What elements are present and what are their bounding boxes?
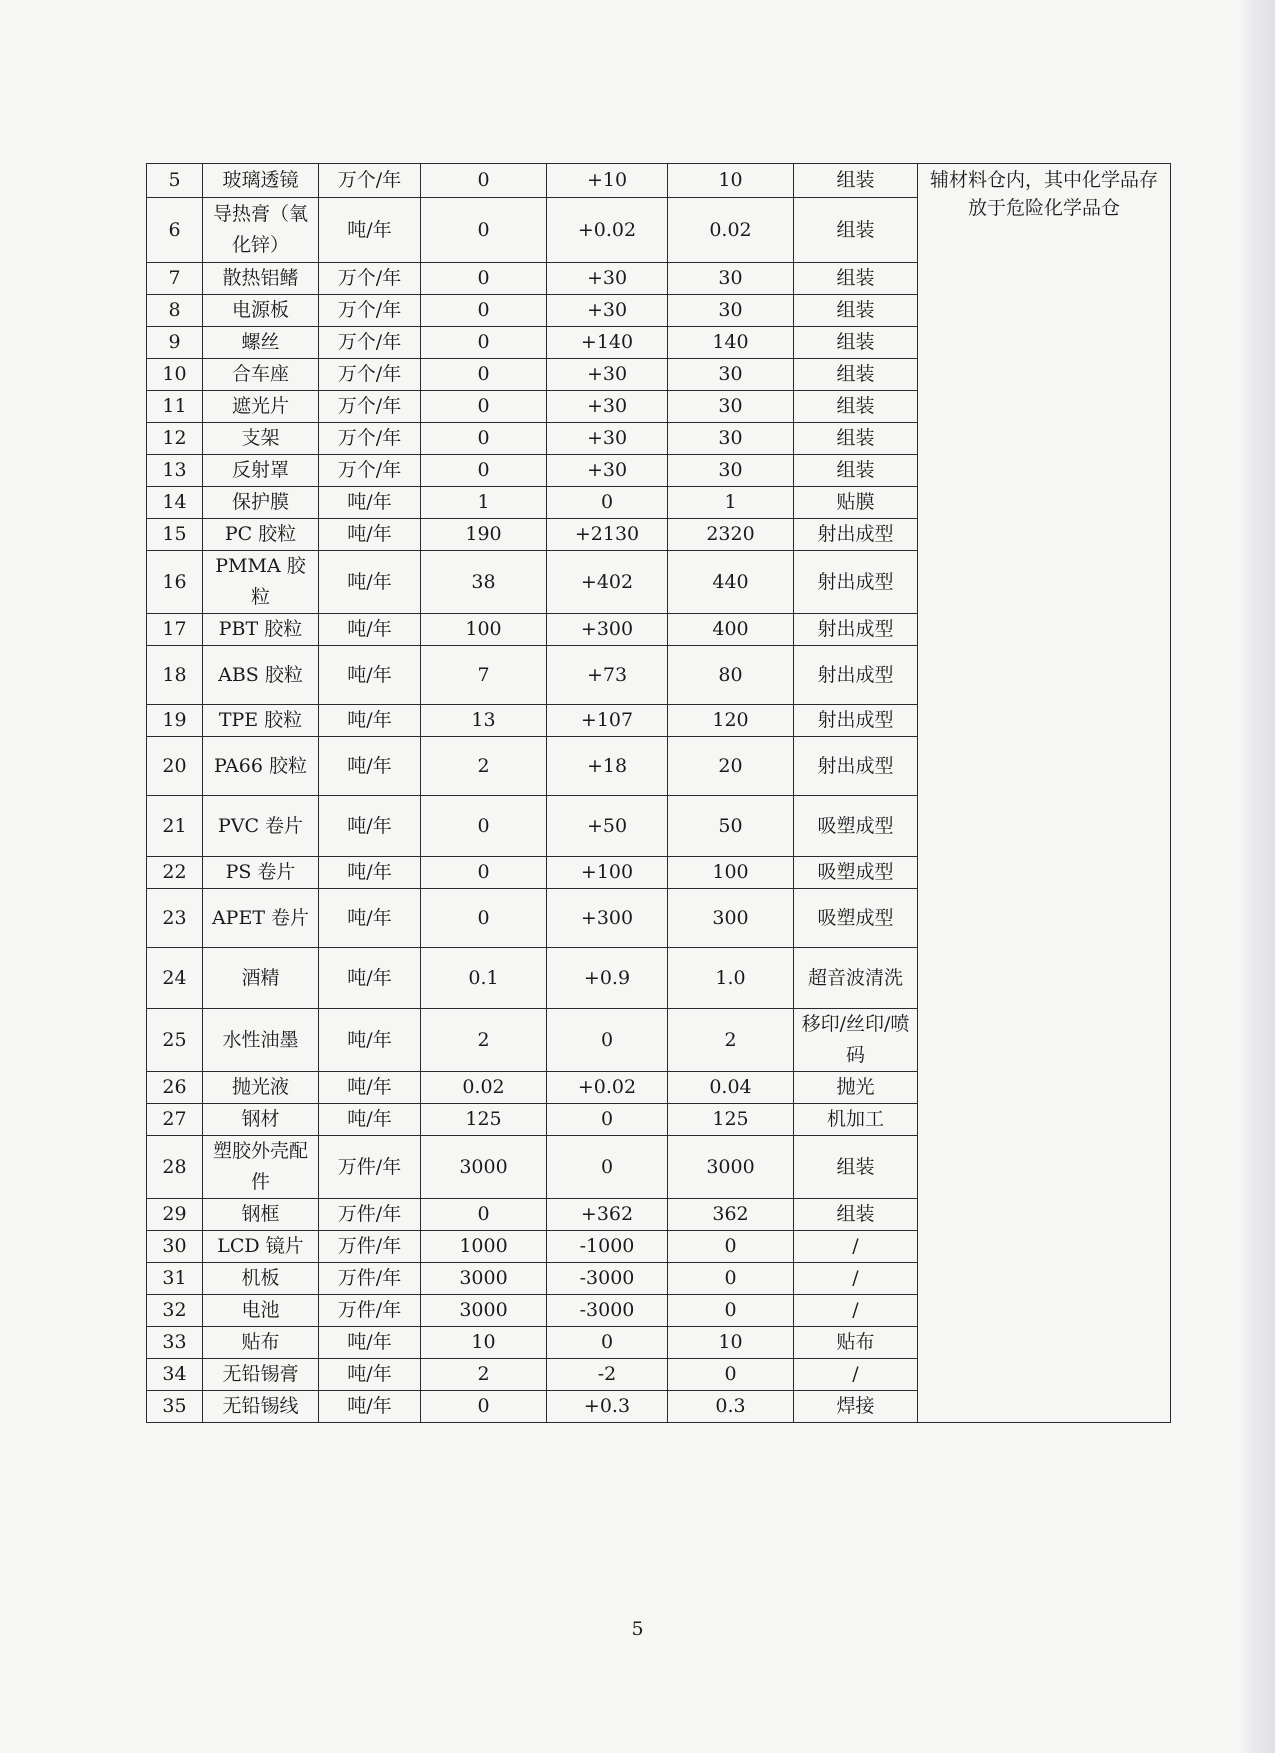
material-unit: 万个/年 (319, 455, 421, 487)
amount-change: +0.3 (547, 1391, 668, 1423)
amount-change: +140 (547, 327, 668, 359)
usage-process: 射出成型 (794, 519, 918, 551)
usage-process: 射出成型 (794, 551, 918, 614)
table-body (147, 164, 1171, 1423)
usage-process: 吸塑成型 (794, 857, 918, 889)
amount-after: 50 (668, 796, 794, 857)
amount-change: +10 (547, 164, 668, 198)
usage-process: 超音波清洗 (794, 948, 918, 1009)
usage-process: 移印/丝印/喷码 (794, 1009, 918, 1072)
amount-before: 3000 (421, 1136, 547, 1199)
usage-process: 射出成型 (794, 646, 918, 705)
material-name: 反射罩 (203, 455, 319, 487)
amount-change: +73 (547, 646, 668, 705)
amount-after: 30 (668, 359, 794, 391)
amount-before: 0 (421, 889, 547, 948)
material-unit: 吨/年 (319, 705, 421, 737)
usage-process: 组装 (794, 164, 918, 198)
amount-after: 3000 (668, 1136, 794, 1199)
row-number: 14 (147, 487, 203, 519)
amount-change: +2130 (547, 519, 668, 551)
amount-after: 362 (668, 1199, 794, 1231)
amount-before: 0 (421, 423, 547, 455)
material-unit: 万个/年 (319, 391, 421, 423)
amount-after: 140 (668, 327, 794, 359)
usage-process: 组装 (794, 198, 918, 263)
amount-before: 3000 (421, 1295, 547, 1327)
material-name: 支架 (203, 423, 319, 455)
amount-before: 0 (421, 359, 547, 391)
amount-after: 440 (668, 551, 794, 614)
amount-after: 0.3 (668, 1391, 794, 1423)
row-number: 30 (147, 1231, 203, 1263)
amount-before: 1 (421, 487, 547, 519)
row-number: 29 (147, 1199, 203, 1231)
row-number: 25 (147, 1009, 203, 1072)
usage-process: 机加工 (794, 1104, 918, 1136)
amount-after: 2320 (668, 519, 794, 551)
raw-materials-table (146, 163, 1171, 1423)
amount-after: 20 (668, 737, 794, 796)
row-number: 27 (147, 1104, 203, 1136)
amount-change: +0.02 (547, 1072, 668, 1104)
material-unit: 吨/年 (319, 1391, 421, 1423)
amount-after: 30 (668, 391, 794, 423)
material-name: 散热铝鳍 (203, 263, 319, 295)
material-name: 钢框 (203, 1199, 319, 1231)
material-unit: 万件/年 (319, 1231, 421, 1263)
amount-change: -2 (547, 1359, 668, 1391)
row-number: 21 (147, 796, 203, 857)
material-name: APET 卷片 (203, 889, 319, 948)
usage-process: 贴膜 (794, 487, 918, 519)
amount-change: 0 (547, 1009, 668, 1072)
row-number: 17 (147, 614, 203, 646)
amount-before: 2 (421, 1009, 547, 1072)
amount-before: 0 (421, 857, 547, 889)
usage-process: 吸塑成型 (794, 796, 918, 857)
amount-after: 30 (668, 295, 794, 327)
amount-before: 0 (421, 198, 547, 263)
amount-after: 400 (668, 614, 794, 646)
row-number: 20 (147, 737, 203, 796)
row-number: 16 (147, 551, 203, 614)
material-unit: 吨/年 (319, 796, 421, 857)
storage-note: 辅材料仓内，其中化学品存放于危险化学品仓 (918, 164, 1171, 1423)
usage-process: 组装 (794, 327, 918, 359)
row-number: 34 (147, 1359, 203, 1391)
amount-after: 0.04 (668, 1072, 794, 1104)
usage-process: / (794, 1295, 918, 1327)
amount-after: 30 (668, 423, 794, 455)
amount-change: +30 (547, 263, 668, 295)
amount-before: 0 (421, 263, 547, 295)
row-number: 15 (147, 519, 203, 551)
row-number: 33 (147, 1327, 203, 1359)
usage-process: 组装 (794, 295, 918, 327)
amount-before: 7 (421, 646, 547, 705)
usage-process: 组装 (794, 1136, 918, 1199)
material-unit: 吨/年 (319, 1104, 421, 1136)
material-name: PS 卷片 (203, 857, 319, 889)
usage-process: 组装 (794, 423, 918, 455)
amount-change: +30 (547, 455, 668, 487)
amount-before: 0.02 (421, 1072, 547, 1104)
material-unit: 万件/年 (319, 1295, 421, 1327)
amount-after: 120 (668, 705, 794, 737)
amount-after: 0 (668, 1359, 794, 1391)
amount-change: 0 (547, 1104, 668, 1136)
row-number: 9 (147, 327, 203, 359)
material-unit: 吨/年 (319, 646, 421, 705)
usage-process: 组装 (794, 263, 918, 295)
row-number: 18 (147, 646, 203, 705)
material-unit: 吨/年 (319, 1009, 421, 1072)
amount-after: 0 (668, 1295, 794, 1327)
material-name: 钢材 (203, 1104, 319, 1136)
amount-after: 0 (668, 1263, 794, 1295)
amount-change: +100 (547, 857, 668, 889)
amount-after: 1 (668, 487, 794, 519)
row-number: 31 (147, 1263, 203, 1295)
amount-change: +30 (547, 391, 668, 423)
row-number: 10 (147, 359, 203, 391)
amount-before: 2 (421, 1359, 547, 1391)
row-number: 11 (147, 391, 203, 423)
amount-change: +300 (547, 889, 668, 948)
usage-process: / (794, 1231, 918, 1263)
row-number: 28 (147, 1136, 203, 1199)
material-name: 无铅锡膏 (203, 1359, 319, 1391)
amount-before: 0 (421, 1199, 547, 1231)
row-number: 24 (147, 948, 203, 1009)
amount-before: 13 (421, 705, 547, 737)
material-name: PBT 胶粒 (203, 614, 319, 646)
amount-after: 300 (668, 889, 794, 948)
material-unit: 吨/年 (319, 889, 421, 948)
material-name: 塑胶外壳配件 (203, 1136, 319, 1199)
usage-process: 组装 (794, 359, 918, 391)
amount-after: 30 (668, 263, 794, 295)
amount-change: +362 (547, 1199, 668, 1231)
usage-process: 焊接 (794, 1391, 918, 1423)
material-unit: 吨/年 (319, 519, 421, 551)
amount-change: +18 (547, 737, 668, 796)
material-unit: 吨/年 (319, 737, 421, 796)
amount-after: 80 (668, 646, 794, 705)
amount-change: +0.02 (547, 198, 668, 263)
usage-process: / (794, 1359, 918, 1391)
material-unit: 吨/年 (319, 857, 421, 889)
material-unit: 万个/年 (319, 359, 421, 391)
row-number: 7 (147, 263, 203, 295)
amount-change: +30 (547, 423, 668, 455)
material-unit: 万件/年 (319, 1263, 421, 1295)
amount-before: 0 (421, 1391, 547, 1423)
material-unit: 吨/年 (319, 198, 421, 263)
amount-before: 0 (421, 796, 547, 857)
material-name: PC 胶粒 (203, 519, 319, 551)
amount-before: 1000 (421, 1231, 547, 1263)
page-number: 5 (631, 1618, 644, 1640)
material-name: 水性油墨 (203, 1009, 319, 1072)
material-unit: 万件/年 (319, 1199, 421, 1231)
amount-after: 125 (668, 1104, 794, 1136)
usage-process: 组装 (794, 391, 918, 423)
material-name: 酒精 (203, 948, 319, 1009)
material-unit: 吨/年 (319, 487, 421, 519)
material-name: 遮光片 (203, 391, 319, 423)
material-name: 合车座 (203, 359, 319, 391)
material-unit: 万个/年 (319, 423, 421, 455)
table-row (147, 164, 1171, 198)
amount-before: 0 (421, 295, 547, 327)
amount-after: 100 (668, 857, 794, 889)
amount-before: 0 (421, 164, 547, 198)
amount-change: +0.9 (547, 948, 668, 1009)
row-number: 32 (147, 1295, 203, 1327)
amount-change: +30 (547, 295, 668, 327)
row-number: 12 (147, 423, 203, 455)
amount-change: +30 (547, 359, 668, 391)
material-name: ABS 胶粒 (203, 646, 319, 705)
amount-after: 10 (668, 1327, 794, 1359)
material-unit: 万个/年 (319, 295, 421, 327)
row-number: 8 (147, 295, 203, 327)
amount-change: +300 (547, 614, 668, 646)
material-unit: 吨/年 (319, 614, 421, 646)
usage-process: 射出成型 (794, 614, 918, 646)
material-name: 机板 (203, 1263, 319, 1295)
amount-change: -3000 (547, 1295, 668, 1327)
amount-before: 125 (421, 1104, 547, 1136)
amount-after: 30 (668, 455, 794, 487)
amount-change: 0 (547, 1327, 668, 1359)
material-name: 电源板 (203, 295, 319, 327)
material-unit: 万件/年 (319, 1136, 421, 1199)
amount-after: 1.0 (668, 948, 794, 1009)
amount-change: 0 (547, 1136, 668, 1199)
material-name: 电池 (203, 1295, 319, 1327)
amount-change: +50 (547, 796, 668, 857)
amount-before: 38 (421, 551, 547, 614)
material-name: PMMA 胶粒 (203, 551, 319, 614)
usage-process: / (794, 1263, 918, 1295)
amount-before: 2 (421, 737, 547, 796)
usage-process: 射出成型 (794, 737, 918, 796)
amount-before: 10 (421, 1327, 547, 1359)
amount-before: 0 (421, 455, 547, 487)
amount-change: -1000 (547, 1231, 668, 1263)
amount-after: 0.02 (668, 198, 794, 263)
amount-before: 0 (421, 391, 547, 423)
material-unit: 吨/年 (319, 1327, 421, 1359)
usage-process: 抛光 (794, 1072, 918, 1104)
amount-change: -3000 (547, 1263, 668, 1295)
material-name: PVC 卷片 (203, 796, 319, 857)
material-unit: 吨/年 (319, 1359, 421, 1391)
usage-process: 组装 (794, 455, 918, 487)
row-number: 26 (147, 1072, 203, 1104)
amount-before: 100 (421, 614, 547, 646)
material-unit: 万个/年 (319, 327, 421, 359)
amount-before: 0.1 (421, 948, 547, 1009)
amount-after: 2 (668, 1009, 794, 1072)
amount-before: 0 (421, 327, 547, 359)
row-number: 5 (147, 164, 203, 198)
material-unit: 吨/年 (319, 551, 421, 614)
material-unit: 吨/年 (319, 1072, 421, 1104)
material-name: 贴布 (203, 1327, 319, 1359)
amount-change: +107 (547, 705, 668, 737)
amount-after: 0 (668, 1231, 794, 1263)
material-name: 抛光液 (203, 1072, 319, 1104)
material-name: 玻璃透镜 (203, 164, 319, 198)
usage-process: 组装 (794, 1199, 918, 1231)
amount-before: 3000 (421, 1263, 547, 1295)
usage-process: 吸塑成型 (794, 889, 918, 948)
material-name: LCD 镜片 (203, 1231, 319, 1263)
row-number: 23 (147, 889, 203, 948)
usage-process: 射出成型 (794, 705, 918, 737)
row-number: 35 (147, 1391, 203, 1423)
material-name: 导热膏（氧化锌） (203, 198, 319, 263)
usage-process: 贴布 (794, 1327, 918, 1359)
material-name: TPE 胶粒 (203, 705, 319, 737)
page-edge-shadow (1239, 0, 1275, 1753)
material-name: 螺丝 (203, 327, 319, 359)
material-unit: 吨/年 (319, 948, 421, 1009)
amount-before: 190 (421, 519, 547, 551)
material-unit: 万个/年 (319, 263, 421, 295)
material-name: PA66 胶粒 (203, 737, 319, 796)
amount-change: 0 (547, 487, 668, 519)
material-name: 保护膜 (203, 487, 319, 519)
amount-change: +402 (547, 551, 668, 614)
material-unit: 万个/年 (319, 164, 421, 198)
row-number: 19 (147, 705, 203, 737)
amount-after: 10 (668, 164, 794, 198)
material-name: 无铅锡线 (203, 1391, 319, 1423)
row-number: 22 (147, 857, 203, 889)
row-number: 13 (147, 455, 203, 487)
row-number: 6 (147, 198, 203, 263)
